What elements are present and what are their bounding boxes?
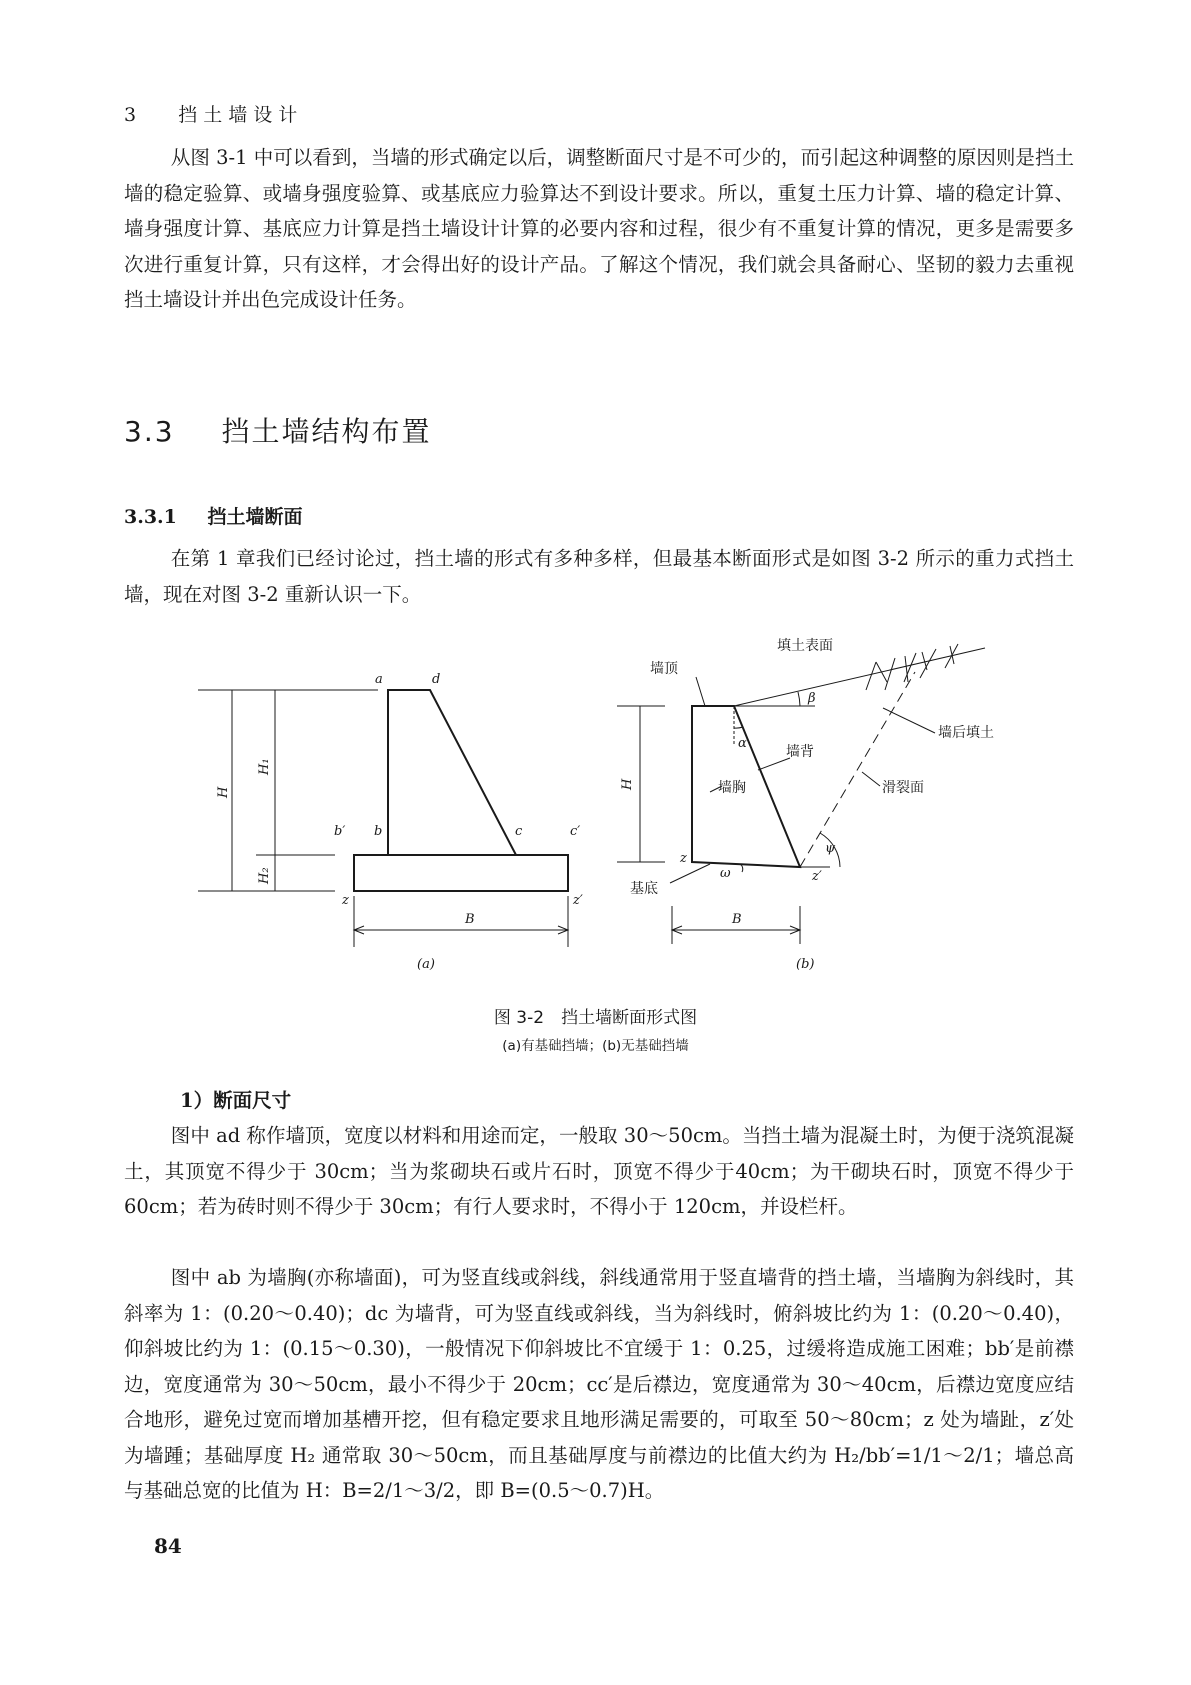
subsection-number: 3.3.1 — [124, 506, 177, 528]
section-number: 3.3 — [124, 415, 175, 448]
construction-lines-b — [617, 644, 985, 944]
labels-a — [216, 672, 583, 972]
label-H: H — [216, 786, 231, 798]
fill-hatching — [866, 644, 958, 690]
paragraph-3: 图中 ad 称作墙顶，宽度以材料和用途而定，一般取 30～50cm。当挡土墙为混凝土时，为便于浇筑混凝土，其顶宽不得少于 30cm；当为浆砌块石或片石时，顶宽不得少于40cm；为干砌块石时，顶宽不得少于 60cm；若为砖时则不得少于 30cm；有行人要求时，不得小于 120cm，并设栏杆。 — [124, 1124, 1074, 1218]
leader-backfill — [883, 708, 935, 733]
label-c: c — [515, 824, 523, 839]
chapter-title: 挡土墙设计 — [178, 104, 304, 126]
label-c-prime: c′ — [570, 824, 581, 839]
section-title: 挡土墙结构布置 — [221, 415, 432, 448]
label-z-prime: z′ — [573, 893, 583, 908]
wall-outline-a — [388, 690, 516, 855]
paragraph-2: 在第 1 章我们已经讨论过，挡土墙的形式有多种多样，但最基本断面形式是如图 3-2 所示的重力式挡土墙，现在对图 3-2 重新认识一下。 — [124, 547, 1074, 606]
extension-lines-a — [198, 690, 568, 947]
leader-slip — [862, 772, 880, 786]
label-H-b: H — [620, 778, 635, 790]
leader-wall-top — [696, 677, 705, 706]
chapter-number: 3 — [124, 104, 143, 126]
label-wall-top: 墙顶 — [650, 661, 678, 677]
label-b-prime: b′ — [334, 824, 346, 839]
label-a: a — [375, 672, 383, 687]
label-H2: H₂ — [257, 867, 272, 884]
figure-a — [198, 690, 568, 947]
label-alpha: α — [738, 736, 747, 751]
label-z-b: z — [680, 851, 687, 866]
label-wall-face: 墙胸 — [718, 780, 746, 796]
label-base: 基底 — [630, 881, 658, 897]
label-d: d — [432, 672, 441, 687]
label-fill-surface: 填土表面 — [777, 638, 833, 654]
label-B-b: B — [732, 912, 742, 927]
figure-caption: 图 3-2 挡土墙断面形式图 — [493, 1008, 698, 1028]
label-z: z — [342, 893, 349, 908]
paragraph-1: 从图 3-1 中可以看到，当墙的形式确定以后，调整断面尺寸是不可少的，而引起这种调整的原因则是挡土墙的稳定验算、或墙身强度验算、或基底应力验算达不到设计要求。所以，重复土压力计算、墙的稳定计算、墙身强度计算、基底应力计算是挡土墙设计计算的必要内容和过程，很少有不重复计算的情况，更多是需要多次进行重复计算，只有这样，才会得出好的设计产品。了解这个情况，我们就会具备耐心、坚韧的毅力去重视挡土墙设计并出色完成设计任务。 — [124, 146, 1074, 311]
label-z-prime-b: z′ — [812, 869, 822, 884]
leader-base — [670, 864, 710, 883]
label-omega: ω — [720, 866, 731, 881]
foundation — [354, 855, 568, 891]
wall-outline-b — [692, 706, 800, 867]
page-number: 84 — [154, 1534, 182, 1558]
label-psi: ψ — [825, 841, 836, 856]
label-H1: H₁ — [257, 758, 272, 775]
label-b: b — [374, 824, 383, 839]
label-wall-back: 墙背 — [786, 744, 814, 760]
labels-b — [620, 637, 994, 972]
figure-b — [617, 644, 985, 944]
label-beta: β — [808, 691, 816, 706]
figure-subcaption: (a)有基础挡墙；(b)无基础挡墙 — [502, 1038, 689, 1054]
label-B: B — [465, 912, 475, 927]
item-1-title: 1）断面尺寸 — [180, 1089, 292, 1112]
paragraph-4: 图中 ab 为墙胸(亦称墙面)，可为竖直线或斜线，斜线通常用于竖直墙背的挡土墙，当墙胸为斜线时，其斜率为 1：(0.20～0.40)；dc 为墙背，可为竖直线或斜线，当为斜线时，俯斜坡比约为 1：(0.20～0.40)，仰斜坡比约为 1：(0.15～0.30)，一般情况下仰斜坡比不宜缓于 1：0.25，过缓将造成施工困难；bb′是前襟边，宽度通常为 30～50cm，最小不得少于 20cm；cc′是后襟边，宽度通常为 30～40cm，后襟边宽度应结合地形，避免过宽而增加基槽开挖，但有稳定要求且地形满足需要的，可取至 50～80cm；z 处为墙趾，z′处为墙踵；基础厚度 H₂ 通常取 30～50cm，而且基础厚度与前襟边的比值大约为 H₂/bb′=1/1～2/1；墙总高与基础总宽的比值为 H：B=2/1～3/2，即 B=(0.5～0.7)H。 — [124, 1266, 1074, 1502]
panel-a-label: (a) — [417, 957, 435, 972]
label-slip-surface: 滑裂面 — [882, 780, 924, 796]
panel-b-label: (b) — [796, 957, 815, 972]
label-backfill: 墙后填土 — [938, 725, 994, 741]
subsection-title: 挡土墙断面 — [207, 506, 303, 528]
